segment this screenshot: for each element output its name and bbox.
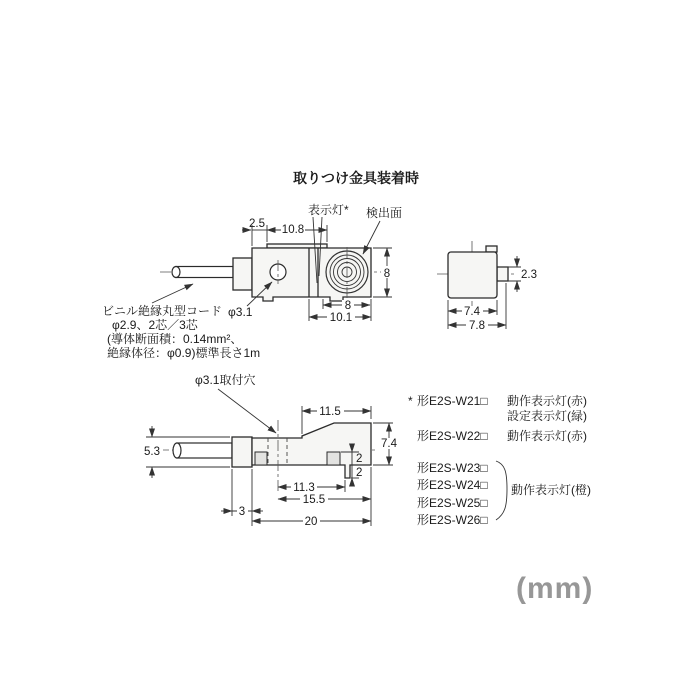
mounting-hole-leader (218, 389, 276, 433)
dim-hole-to-step-label: 11.3 (293, 482, 315, 494)
front-top-tab (486, 246, 497, 252)
cable-gland-bottom (232, 437, 252, 467)
dim-bracket-offset: 2.5 (249, 218, 265, 230)
cable-note-line4: 絶縁体径：φ0.9)標準長さ1m (107, 346, 261, 360)
dim-hole-to-end-label: 15.5 (302, 494, 326, 506)
dim-head-total-width: 10.1 (329, 312, 353, 324)
model-w26: 形E2S-W26□ (417, 513, 488, 527)
cable-note (102, 284, 260, 360)
dim-step-lower-label: 2 (356, 467, 363, 479)
dim-lug-height-label: 2.3 (521, 269, 537, 281)
front-view (437, 241, 537, 332)
dim-step-upper-label: 2 (356, 453, 363, 465)
dim-bracket-height-label: 5.3 (144, 446, 160, 458)
sensor-body-bottom (252, 423, 371, 478)
front-side-lug (497, 267, 508, 281)
dim-head-width: 8 (344, 300, 352, 312)
bracket-foot-left (255, 452, 267, 465)
model-w23: 形E2S-W23□ (417, 461, 488, 475)
dim-body-length-label: 20 (304, 516, 318, 528)
mounting-hole-label: φ3.1取付穴 (195, 373, 256, 387)
sensor-body-front (448, 252, 497, 298)
dim-head-top-length-label: 11.5 (319, 406, 341, 418)
model-w25: 形E2S-W25□ (417, 496, 488, 510)
model-w22: 形E2S-W22□ (417, 429, 488, 443)
cable-gland (233, 258, 252, 290)
model-w21: 形E2S-W21□ (417, 394, 488, 408)
dim-front-width: 7.4 (464, 306, 480, 318)
model-group-desc: 動作表示灯(橙) (511, 483, 591, 497)
dim-bottom-height-label: 7.4 (381, 438, 397, 450)
bottom-view (141, 372, 399, 528)
cable-note-leader (152, 284, 193, 303)
unit-label: (mm) (516, 572, 594, 605)
model-w22-desc: 動作表示灯(赤) (507, 429, 587, 443)
cable-note-line2: φ2.9、2芯／3芯 (112, 318, 198, 332)
dim-bracket-width: 10.8 (281, 224, 305, 236)
model-w24: 形E2S-W24□ (417, 478, 488, 492)
model-w21-desc1: 動作表示灯(赤) (507, 394, 587, 408)
dim-front-total-width: 7.8 (469, 320, 485, 332)
dim-body-height-label: 8 (383, 268, 391, 280)
model-legend (408, 393, 591, 527)
cable-note-line1: ビニル絶縁丸型コード (102, 304, 223, 318)
model-w21-desc2: 設定表示灯(緑) (507, 409, 587, 423)
dim-tail-length-label: 3 (238, 506, 246, 518)
sensing-face-label: 検出面 (366, 206, 403, 220)
hole-diameter-label: φ3.1 (228, 305, 253, 319)
bracket-foot-right (327, 452, 340, 465)
footnote-mark: * (408, 394, 413, 408)
cable-side (172, 267, 233, 278)
cable-note-line3: (導体断面積：0.14mm²、 (107, 332, 243, 346)
legend-group-brace (496, 461, 507, 520)
page-title: 取りつけ金具装着時 (293, 170, 419, 186)
top-view (102, 202, 402, 360)
indicator-label: 表示灯* (308, 203, 349, 217)
cable-bottom (173, 443, 232, 458)
